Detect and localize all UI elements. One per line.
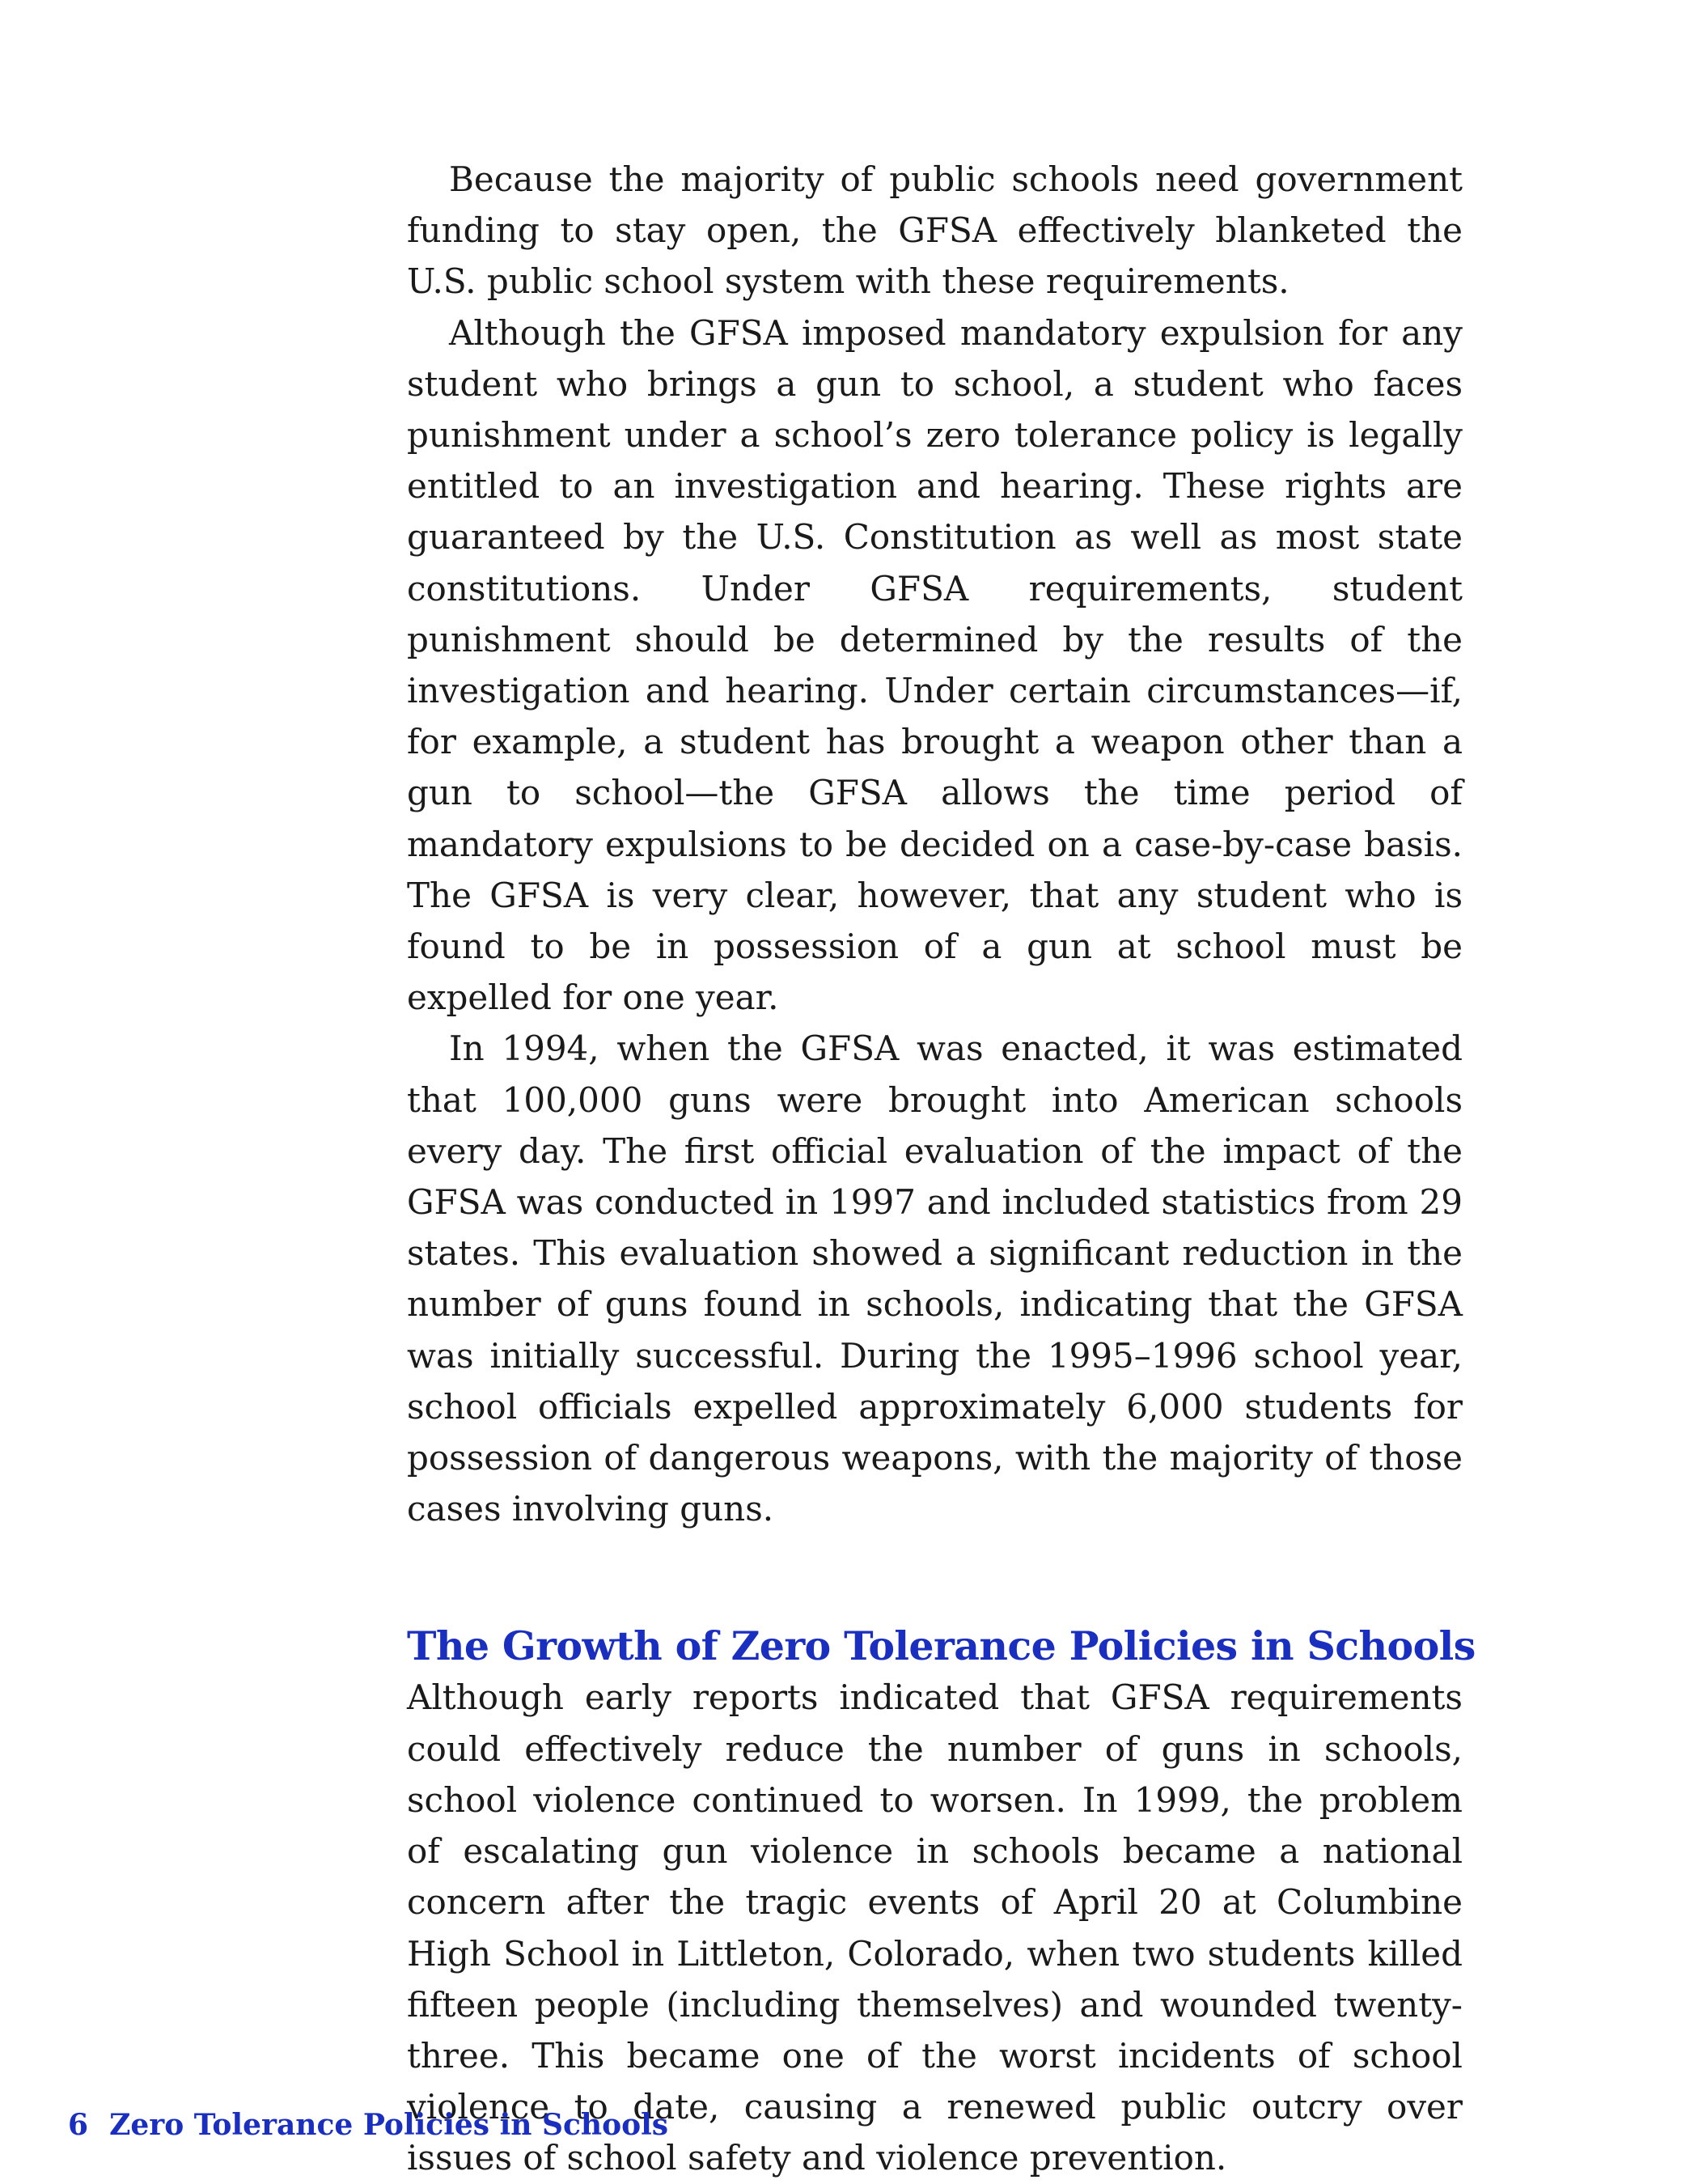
section-heading: The Growth of Zero Tolerance Policies in Schools: [407, 1622, 1476, 1670]
page-footer: [68, 2106, 668, 2144]
page-number: 6: [68, 2108, 89, 2142]
body-paragraph-1: Because the majority of public schools need government funding to stay open, the GFSA effectively blanketed the U.S. public school system with these requirements.: [407, 159, 1463, 302]
section-paragraph: Although early reports indicated that GFSA requirements could effectively reduce the number of guns in schools, school violence continued to worsen. In 1999, the problem of escalating gun violence in schools became a national concern after the tragic events of April 20 at Columbine High School in Littleton, Colorado, when two students killed fifteen people (including themselves) and wounded twenty-three. This became one of the worst incidents of school violence to date, causing a renewed public outcry over issues of school safety and violence prevention.: [407, 1677, 1463, 2178]
body-paragraph-3: In 1994, when the GFSA was enacted, it was estimated that 100,000 guns were brought into American schools every day. The first official evaluation of the impact of the GFSA was conducted in 1997 and included statistics from 29 states. This evaluation showed a significant reduction in the number of guns found in schools, indicating that the GFSA was initially successful. During the 1995–1996 school year, school officials expelled approximately 6,000 students for possession of dangerous weapons, with the majority of those cases involving guns.: [407, 1028, 1463, 1529]
body-paragraph-2: Although the GFSA imposed mandatory expulsion for any student who brings a gun to school, a student who faces punishment under a school’s zero tolerance policy is legally entitled to an investigation and hearing. These rights are guaranteed by the U.S. Constitution as well as most state constitutions. Under GFSA requirements, student punishment should be determined by the results of the investigation and hearing. Under certain circumstances—if, for example, a student has brought a weapon other than a gun to school—the GFSA allows the time period of mandatory expulsions to be decided on a case-by-case basis. The GFSA is very clear, however, that any student who is found to be in possession of a gun at school must be expelled for one year.: [407, 312, 1463, 1018]
running-title: Zero Tolerance Policies in Schools: [109, 2108, 669, 2142]
main-text-column: [407, 154, 1476, 2184]
